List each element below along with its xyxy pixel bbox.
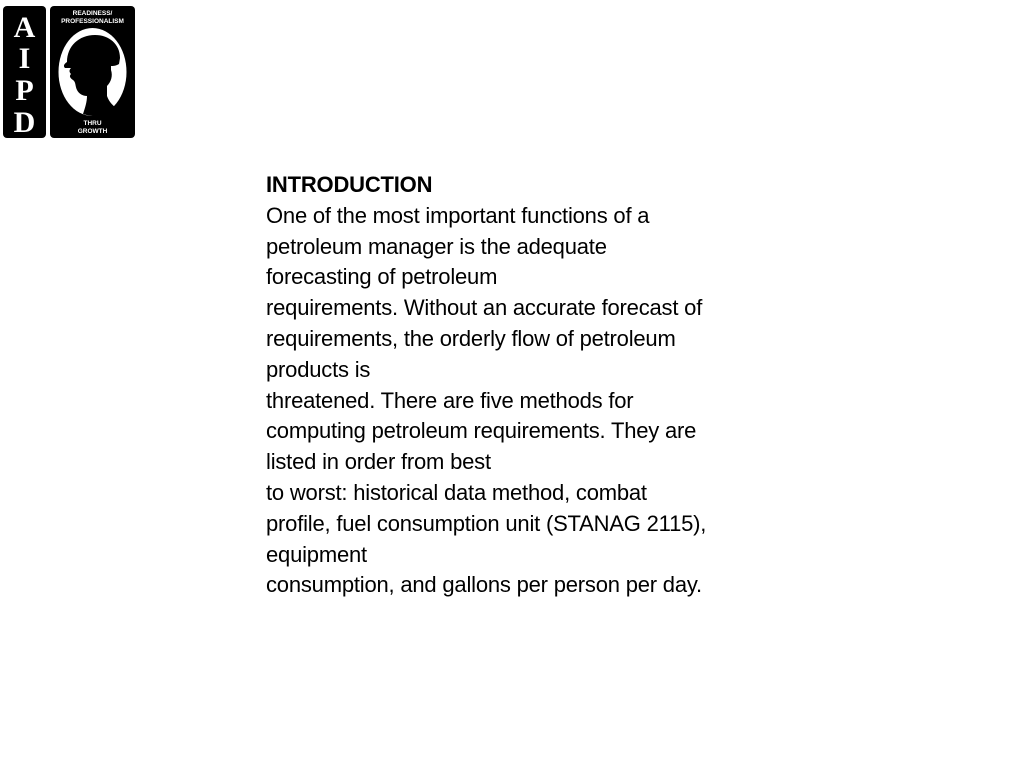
- aipd-logo: [3, 6, 135, 138]
- body-line: equipment: [266, 541, 367, 567]
- body-line: forecasting of petroleum: [266, 264, 498, 290]
- logo-top-text: READINESS/: [72, 10, 113, 17]
- logo-letter: I: [18, 42, 31, 75]
- body-line: products is: [266, 356, 371, 382]
- body-line: One of the most important functions of a: [266, 202, 650, 228]
- body-line: computing petroleum requirements. They are: [266, 418, 697, 444]
- body-line: listed in order from best: [266, 449, 491, 475]
- logo-bottom-text: GROWTH: [77, 128, 108, 135]
- body-line: requirements. Without an accurate forecast of: [266, 295, 703, 321]
- body-line: requirements, the orderly flow of petroleum: [266, 325, 676, 351]
- body-line: profile, fuel consumption unit (STANAG 2115),: [266, 510, 707, 536]
- body-line: threatened. There are five methods for: [266, 387, 634, 413]
- section-title: INTRODUCTION: [266, 172, 433, 197]
- logo-letter: D: [13, 106, 36, 138]
- logo-letter: P: [15, 74, 34, 107]
- introduction-section: [266, 170, 766, 601]
- body-line: consumption, and gallons per person per day.: [266, 572, 702, 598]
- logo-top-text: PROFESSIONALISM: [61, 18, 124, 25]
- logo-letter: A: [13, 11, 36, 44]
- logo-bottom-text: THRU: [83, 120, 102, 127]
- body-line: petroleum manager is the adequate: [266, 233, 607, 259]
- body-line: to worst: historical data method, combat: [266, 479, 647, 505]
